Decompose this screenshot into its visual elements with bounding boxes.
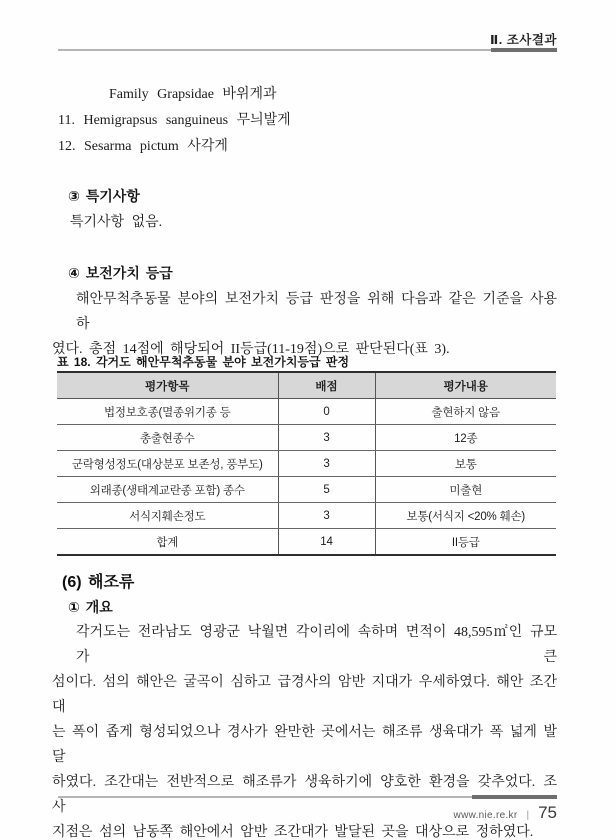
notes-heading: ③ 특기사항 xyxy=(68,188,140,204)
table-header-cell: 평가항목 xyxy=(57,372,278,399)
overview-paragraph-line: 는 폭이 좁게 형성되었으나 경사가 완만한 곳에서는 해조류 생육대가 폭 넓게 발달 xyxy=(52,725,557,765)
overview-subheading: ① 개요 xyxy=(68,599,113,615)
table-cell: 3 xyxy=(278,451,375,477)
grade-paragraph xyxy=(52,287,557,362)
seaweed-section-heading: (6) 해조류 xyxy=(62,574,135,591)
table-cell: 0 xyxy=(278,399,375,425)
grade-heading: ④ 보전가치 등급 xyxy=(68,265,173,281)
table-cell: 출현하지 않음 xyxy=(375,399,556,425)
table-header-cell: 배점 xyxy=(278,372,375,399)
table-cell: 서식지훼손정도 xyxy=(57,503,278,529)
table-cell: 12종 xyxy=(375,425,556,451)
header-rule-accent xyxy=(491,48,557,52)
table-caption: 표 18. 각거도 해안무척추동물 분야 보전가치등급 판정 xyxy=(57,355,350,369)
header-section-title: Ⅱ. 조사결과 xyxy=(490,33,557,47)
grade-paragraph-line: 해안무척추동물 분야의 보전가치 등급 판정을 위해 다음과 같은 기준을 사용하 xyxy=(76,292,557,332)
table-cell: 3 xyxy=(278,503,375,529)
species-item: 11. Hemigrapsus sanguineus 무늬발게 xyxy=(58,113,291,128)
table-cell: 법정보호종(멸종위기종 등 xyxy=(57,399,278,425)
table-cell: 14 xyxy=(278,529,375,556)
table-row xyxy=(57,399,556,425)
header-rule xyxy=(58,49,557,51)
overview-paragraph-line: 지점은 섬의 남동쪽 해안에서 암반 조간대가 발달된 곳을 대상으로 정하였다. xyxy=(52,825,534,840)
table-cell: 총출현종수 xyxy=(57,425,278,451)
table-cell: 합계 xyxy=(57,529,278,556)
evaluation-table-wrap xyxy=(57,371,556,556)
table-row xyxy=(57,451,556,477)
table-row xyxy=(57,477,556,503)
table-cell: 보통(서식지 <20% 훼손) xyxy=(375,503,556,529)
table-cell: 3 xyxy=(278,425,375,451)
notes-body: 특기사항 없음. xyxy=(70,215,163,230)
footer-page-number: 75 xyxy=(538,803,557,822)
evaluation-table xyxy=(57,371,556,556)
footer xyxy=(454,803,557,823)
table-cell: 5 xyxy=(278,477,375,503)
table-cell: 외래종(생태계교란종 포함) 종수 xyxy=(57,477,278,503)
species-list xyxy=(58,82,291,160)
table-cell: 보통 xyxy=(375,451,556,477)
table-header-cell: 평가내용 xyxy=(375,372,556,399)
table-row xyxy=(57,425,556,451)
taxa-family-line: Family Grapsidae 바위게과 xyxy=(109,87,277,102)
table-row xyxy=(57,503,556,529)
overview-paragraph-line: 섬이다. 섬의 해안은 굴곡이 심하고 급경사의 암반 지대가 우세하였다. 해안 조간대 xyxy=(52,675,557,715)
grade-paragraph-line: 였다. 총점 14점에 해당되어 II등급(11-19점)으로 판단된다(표 3). xyxy=(52,342,450,357)
footer-rule-accent xyxy=(472,795,557,799)
table-header-row xyxy=(57,372,556,399)
species-item: 12. Sesarma pictum 사각게 xyxy=(58,139,228,154)
footer-site-url: www.nie.re.kr xyxy=(453,810,518,821)
table-row-total xyxy=(57,529,556,556)
table-cell: 미출현 xyxy=(375,477,556,503)
table-cell: II등급 xyxy=(375,529,556,556)
overview-paragraph-line: 하였다. 조간대는 전반적으로 해조류가 생육하기에 양호한 환경을 갖추었다. 조사 xyxy=(52,775,557,815)
table-cell: 군락형성정도(대상분포 보존성, 풍부도) xyxy=(57,451,278,477)
overview-paragraph-line: 각거도는 전라남도 영광군 낙월면 각이리에 속하며 면적이 48,595㎡인 규모가 큰 xyxy=(76,625,557,665)
footer-divider: | xyxy=(526,810,530,821)
